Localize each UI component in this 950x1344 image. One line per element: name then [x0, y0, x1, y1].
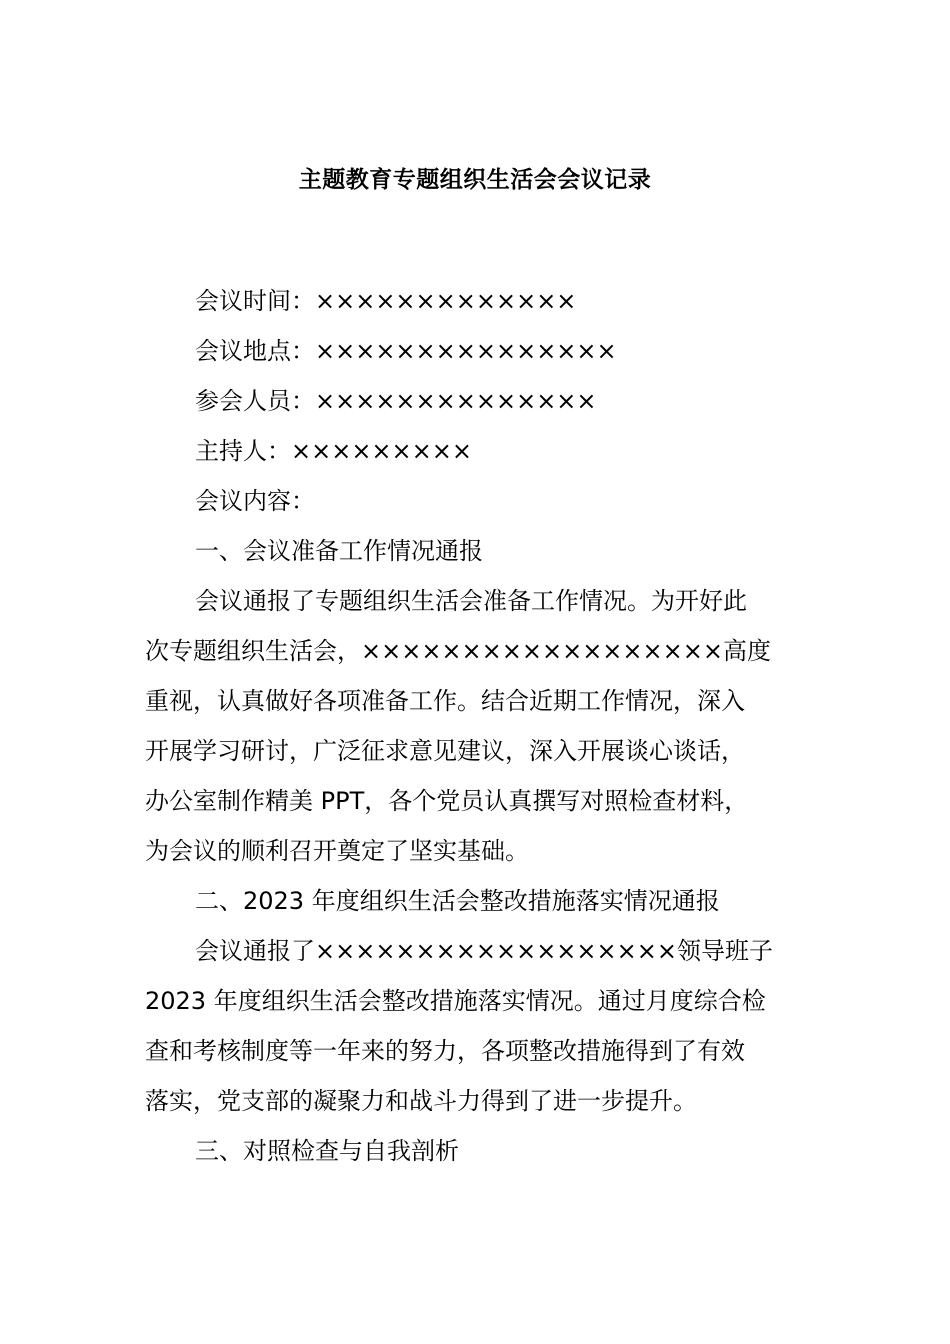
- document-body: [145, 276, 809, 1176]
- section-heading: 二、2023 年度组织生活会整改措施落实情况通报: [195, 887, 720, 915]
- paragraph-line: 为会议的顺利召开奠定了坚实基础。: [145, 837, 529, 865]
- document-title: 主题教育专题组织生活会会议记录: [298, 167, 652, 193]
- paragraph-line: 会议通报了××××××××××××××××××领导班子: [195, 937, 773, 965]
- paragraph-line: 开展学习研讨，广泛征求意见建议，深入开展谈心谈话，: [145, 737, 745, 765]
- section-heading: 一、会议准备工作情况通报: [195, 537, 483, 565]
- meeting-host: 主持人：×××××××××: [195, 437, 472, 465]
- paragraph-line: 查和考核制度等一年来的努力，各项整改措施得到了有效: [145, 1037, 745, 1065]
- meeting-content-label: 会议内容：: [195, 487, 315, 515]
- meeting-time: 会议时间：×××××××××××××: [195, 287, 577, 315]
- paragraph-line: 办公室制作精美 PPT，各个党员认真撰写对照检查材料，: [145, 787, 749, 815]
- meeting-attendees: 参会人员：××××××××××××××: [195, 387, 597, 415]
- paragraph-line: 2023 年度组织生活会整改措施落实情况。通过月度综合检: [145, 987, 766, 1015]
- paragraph-line: 落实，党支部的凝聚力和战斗力得到了进一步提升。: [145, 1087, 697, 1115]
- section-heading: 三、对照检查与自我剖析: [195, 1137, 459, 1165]
- meeting-place: 会议地点：×××××××××××××××: [195, 337, 617, 365]
- paragraph-line: 次专题组织生活会，××××××××××××××××××高度: [145, 637, 771, 665]
- paragraph-line: 重视，认真做好各项准备工作。结合近期工作情况，深入: [145, 687, 745, 715]
- paragraph-line: 会议通报了专题组织生活会准备工作情况。为开好此: [195, 587, 747, 615]
